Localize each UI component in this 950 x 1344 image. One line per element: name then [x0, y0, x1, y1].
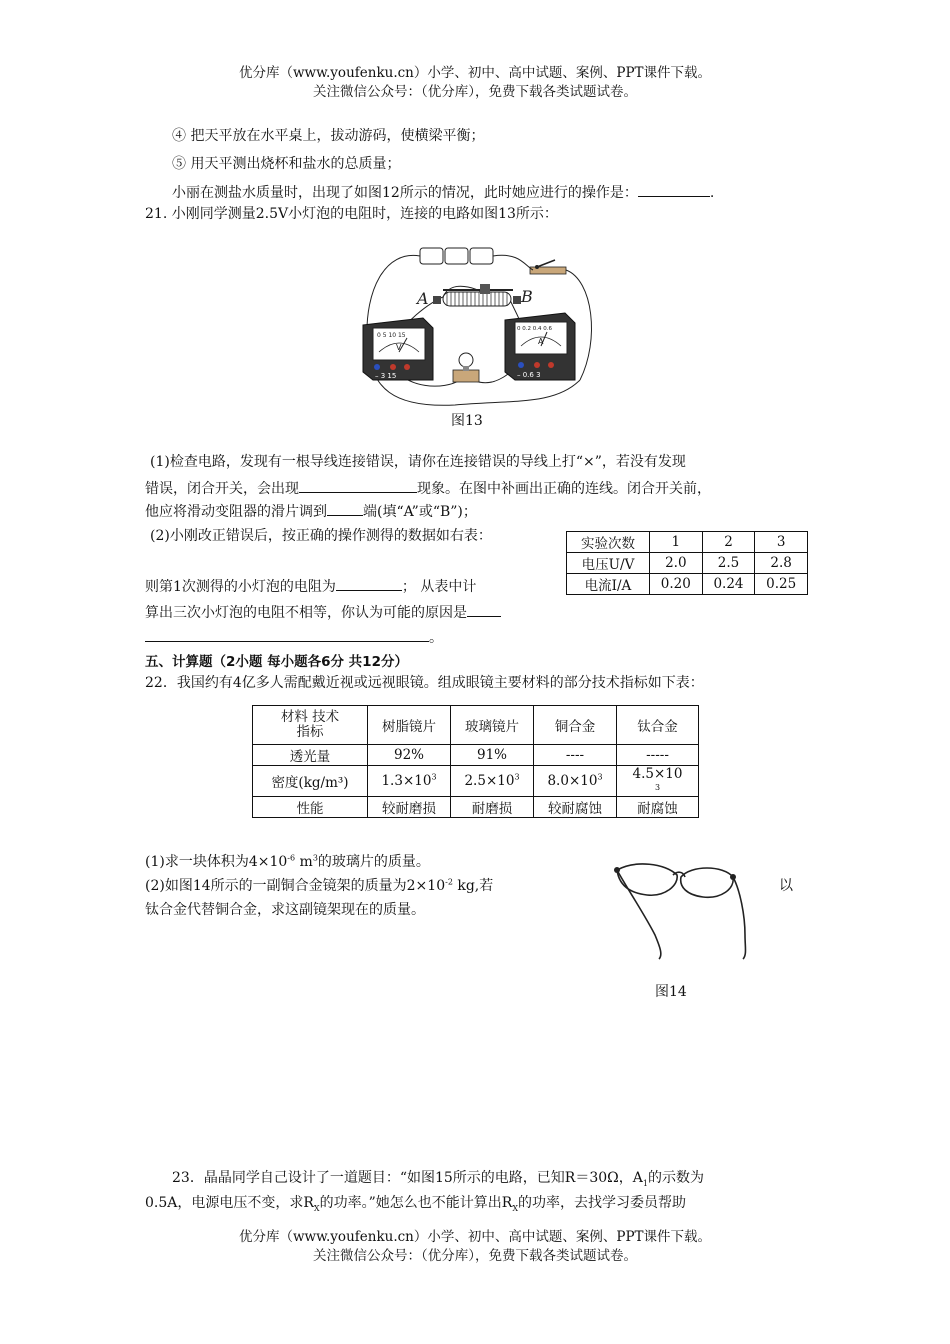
table-row: [567, 574, 808, 595]
table-cell: 2.8: [755, 553, 808, 574]
page-header: [0, 64, 950, 102]
figure-13-caption: 图13: [451, 413, 483, 429]
q23-line1-pre: 23．晶晶同学自己设计了一道题目：“如图15所示的电路，已知R＝30Ω，A: [172, 1170, 643, 1186]
q21-resistance-blank[interactable]: [336, 575, 402, 591]
figure-14-glasses: [605, 855, 765, 965]
q23-line1: [172, 1168, 704, 1188]
table-cell: 2: [702, 532, 755, 553]
table-row: [253, 706, 699, 745]
q22-part1: [145, 852, 430, 872]
table-cell: -----: [617, 745, 699, 766]
q21-part1-line3-a: 他应将滑动变阻器的滑片调到: [145, 504, 327, 520]
q21-part1-line1: (1)检查电路，发现有一根导线连接错误，请你在连接错误的导线上打“×”，若没有发现: [150, 454, 686, 470]
table-cell: 透光量: [253, 745, 368, 766]
q21-part2-line2-b: ； 从表中计: [401, 579, 477, 595]
q22-part2: [145, 876, 493, 896]
q22-part2-tail: 以: [779, 878, 793, 894]
density-value: 1.3×10: [381, 773, 432, 789]
q20-prompt-end: .: [709, 185, 715, 201]
table-cell: 密度(kg/m³): [253, 766, 368, 797]
q22-part2-pre: (2)如图14所示的一副铜合金镜架的质量为2×10: [145, 878, 446, 894]
q20-prompt-text: 小丽在测盐水质量时，出现了如图12所示的情况，此时她应进行的操作是：: [172, 185, 638, 201]
corner-top: 材料 技术: [280, 709, 340, 725]
q23-line2-sub2: X: [512, 1203, 519, 1213]
density-exponent: 3: [654, 783, 661, 792]
footer-line-1: 优分库（www.youfenku.cn）小学、初中、高中试题、案例、PPT课件下载。: [238, 1229, 712, 1245]
corner-bottom: 指标: [296, 724, 324, 740]
glasses-icon: [605, 855, 765, 965]
q21-part1-line2-b: 现象。在图中补画出正确的连线。闭合开关前，: [417, 481, 711, 497]
table-cell: [617, 766, 699, 797]
q22-part2-line2: 钛合金代替铜合金，求这副镜架现在的质量。: [145, 902, 425, 918]
q22-part2-post: kg,若: [452, 878, 494, 894]
bulb-icon: [453, 353, 479, 382]
table-cell: 较耐腐蚀: [534, 797, 617, 818]
voltmeter-scale: 0 5 10 15: [377, 332, 406, 339]
table-cell: 1: [650, 532, 703, 553]
voltmeter-terminals: – 3 15: [375, 372, 397, 380]
table-row: [253, 745, 699, 766]
rheostat-icon: [433, 284, 521, 306]
table-cell: 钛合金: [617, 706, 699, 745]
q21-slider-end-blank[interactable]: [327, 500, 363, 516]
battery-icon: [420, 248, 493, 264]
table-row: [567, 532, 808, 553]
q21-reason-blank-1[interactable]: [467, 601, 501, 617]
figure-13-circuit: [355, 240, 600, 410]
q21-part1-line2-a: 错误，闭合开关，会出现: [145, 481, 299, 497]
table-cell: 92%: [368, 745, 451, 766]
footer-line-2: 关注微信公众号：（优分库），免费下载各类试题试卷。: [313, 1248, 637, 1264]
q21-part2-line1: (2)小刚改正错误后，按正确的操作测得的数据如右表：: [150, 528, 492, 544]
table-cell: [451, 766, 534, 797]
q21-data-table: [566, 531, 808, 595]
figure-14-caption: 图14: [655, 984, 687, 1000]
table-row: [253, 797, 699, 818]
q21-part2-line4-end: 。: [429, 630, 443, 646]
q20-prompt: [172, 181, 714, 203]
q23-line2-post: 的功率，去找学习委员帮助: [518, 1195, 687, 1211]
q22-intro: 22．我国约有4亿多人需配戴近视或远视眼镜。组成眼镜主要材料的部分技术指标如下表：: [145, 675, 704, 691]
q22-part1-exp: -6: [287, 853, 296, 863]
q21-part2-line4: [145, 626, 443, 648]
section-5-title: 五、计算题（2小题 每小题各6分 共12分）: [145, 654, 408, 670]
rheostat-label-b: B: [521, 287, 533, 306]
table-cell: 0.20: [650, 574, 703, 595]
q21-intro: 21. 小刚同学测量2.5V小灯泡的电阻时，连接的电路如图13所示：: [145, 206, 558, 222]
table-cell: 耐腐蚀: [617, 797, 699, 818]
q21-part2-line2-a: 则第1次测得的小灯泡的电阻为: [145, 579, 336, 595]
switch-icon: [530, 260, 566, 274]
table-cell: 电压U/V: [567, 553, 650, 574]
q21-part1-line3-b: 端(填“A”或“B”)；: [363, 504, 477, 520]
table-cell: 电流I/A: [567, 574, 650, 595]
q22-part1-post: 的玻璃片的质量。: [317, 854, 430, 870]
rheostat-label-a: A: [417, 289, 429, 308]
q22-materials-table: [252, 705, 699, 818]
density-value: 4.5×10: [632, 766, 683, 782]
table-cell: 铜合金: [534, 706, 617, 745]
q21-part2-line3: [145, 601, 501, 623]
q23-line1-sub: 1: [642, 1178, 648, 1188]
table-row: [567, 553, 808, 574]
density-exponent: 3: [431, 772, 437, 782]
table-corner-cell: [253, 706, 368, 745]
table-cell: 91%: [451, 745, 534, 766]
ammeter-scale: 0 0.2 0.4 0.6: [517, 326, 552, 332]
voltmeter-letter: V: [396, 343, 402, 352]
q23-line2-mid: 的功率。”她怎么也不能计算出R: [319, 1195, 513, 1211]
q21-reason-blank-2[interactable]: [145, 626, 429, 642]
table-cell: 0.25: [755, 574, 808, 595]
table-cell: 实验次数: [567, 532, 650, 553]
q21-part2-line3-text: 算出三次小灯泡的电阻不相等，你认为可能的原因是: [145, 605, 467, 621]
table-cell: 树脂镜片: [368, 706, 451, 745]
table-cell: [368, 766, 451, 797]
table-cell: 较耐磨损: [368, 797, 451, 818]
q21-part1-line2: [145, 477, 711, 499]
q21-part1-line3: [145, 500, 477, 522]
table-cell: ----: [534, 745, 617, 766]
q20-answer-blank[interactable]: [638, 181, 710, 197]
q20-step-4: ④ 把天平放在水平桌上，拔动游码，使横梁平衡；: [172, 128, 485, 144]
density-value: 2.5×10: [464, 773, 515, 789]
header-line-1: 优分库（www.youfenku.cn）小学、初中、高中试题、案例、PPT课件下载。: [238, 65, 712, 81]
table-cell: [534, 766, 617, 797]
table-cell: 3: [755, 532, 808, 553]
table-row: [253, 766, 699, 797]
header-line-2: 关注微信公众号：（优分库），免费下载各类试题试卷。: [313, 84, 637, 100]
circuit-diagram: [355, 240, 600, 410]
q23-line1-post: 的示数为: [647, 1170, 704, 1186]
table-cell: 玻璃镜片: [451, 706, 534, 745]
q22-part1-unit-exp: 3: [312, 853, 318, 863]
q22-part1-mid: m: [295, 854, 313, 870]
q21-part2-line2: [145, 575, 476, 597]
density-exponent: 3: [597, 772, 603, 782]
table-cell: 耐磨损: [451, 797, 534, 818]
q20-step-5: ⑤ 用天平测出烧杯和盐水的总质量；: [172, 156, 401, 172]
table-cell: 2.5: [702, 553, 755, 574]
page-footer: [0, 1228, 950, 1266]
q22-part1-pre: (1)求一块体积为4×10: [145, 854, 288, 870]
ammeter-letter: A: [538, 337, 544, 346]
q23-line2: [145, 1193, 686, 1213]
table-cell: 0.24: [702, 574, 755, 595]
density-value: 8.0×10: [547, 773, 598, 789]
q23-line2-sub: X: [313, 1203, 320, 1213]
density-exponent: 3: [514, 772, 520, 782]
ammeter-terminals: – 0.6 3: [517, 371, 541, 379]
q22-part2-exp: -2: [445, 877, 453, 887]
table-cell: 2.0: [650, 553, 703, 574]
ammeter-icon: [505, 313, 575, 380]
table-cell: 性能: [253, 797, 368, 818]
q23-line2-pre: 0.5A，电源电压不变，求R: [145, 1195, 314, 1211]
q21-phenomenon-blank[interactable]: [299, 477, 417, 493]
